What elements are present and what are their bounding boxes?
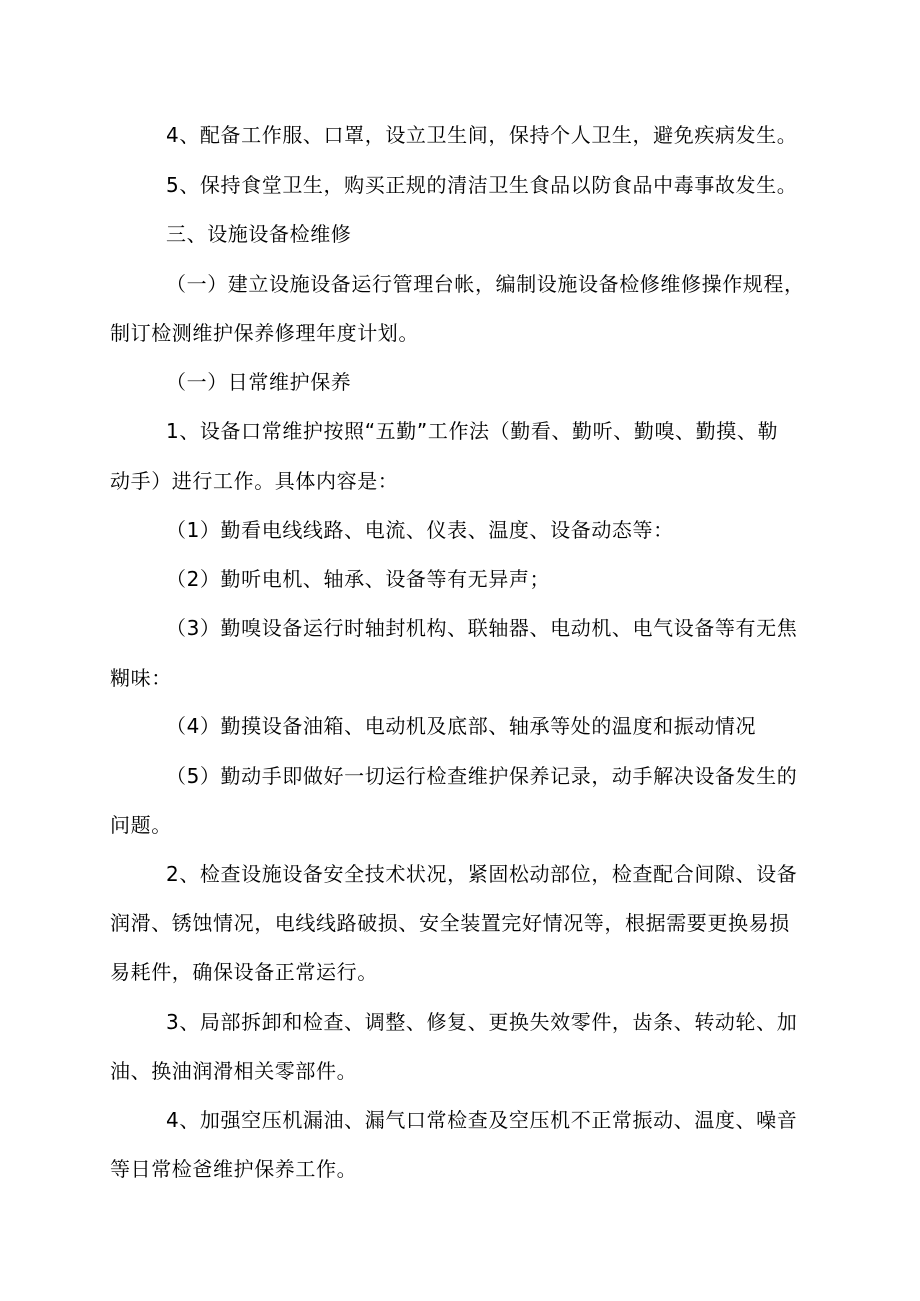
- text-line-9: （1）勤看电线线路、电流、仪表、温度、设备动态等：: [166, 518, 674, 542]
- text-line-20: 油、换油润滑相关零部件。: [110, 1059, 358, 1083]
- text-line-4: （一）建立设施设备运行管理台帐，编制设施设备检修维修操作规程，: [166, 272, 805, 296]
- text-line-11: （3）勤嗅设备运行时轴封机构、联轴器、电动机、电气设备等有无焦: [166, 616, 798, 640]
- text-line-8: 动手）进行工作。具体内容是：: [110, 469, 399, 493]
- text-line-13: （4）勤摸设备油箱、电动机及底部、轴承等处的温度和振动情况: [166, 714, 757, 738]
- text-line-17: 润滑、锈蚀情况，电线线路破损、安全装置完好情况等，根据需要更换易损: [110, 911, 790, 935]
- text-line-15: 问题。: [110, 813, 172, 837]
- text-line-7: 1、设备口常维护按照“五勤”工作法（勤看、勤听、勤嗅、勤摸、勒: [166, 419, 779, 443]
- subsection-heading: （一）日常维护保养: [166, 370, 352, 394]
- text-line-1: 4、配备工作服、口罩，设立卫生间，保持个人卫生，避免疾病发生。: [166, 123, 798, 147]
- text-line-14: （5）勤动手即做好一切运行检查维护保养记录，动手解决设备发生的: [166, 764, 798, 788]
- text-line-2: 5、保持食堂卫生，购买正规的清洁卫生食品以防食品中毒事故发生。: [166, 173, 798, 197]
- text-line-10: （2）勤听电机、轴承、设备等有无异声；: [166, 567, 551, 591]
- text-line-5: 制订检测维护保养修理年度计划。: [110, 321, 419, 345]
- section-heading: 三、设施设备检维修: [166, 222, 352, 246]
- text-line-12: 糊味：: [110, 666, 172, 690]
- text-line-19: 3、局部拆卸和检查、调整、修复、更换失效零件，齿条、转动轮、加: [166, 1010, 798, 1034]
- text-line-22: 等日常检爸维护保养工作。: [110, 1157, 358, 1181]
- text-line-16: 2、检查设施设备安全技术状况，紧固松动部位，检查配合间隙、设备: [166, 862, 798, 886]
- text-line-18: 易耗件，确保设备正常运行。: [110, 960, 378, 984]
- text-line-21: 4、加强空压机漏油、漏气口常检查及空压机不正常振动、温度、噪音: [166, 1108, 798, 1132]
